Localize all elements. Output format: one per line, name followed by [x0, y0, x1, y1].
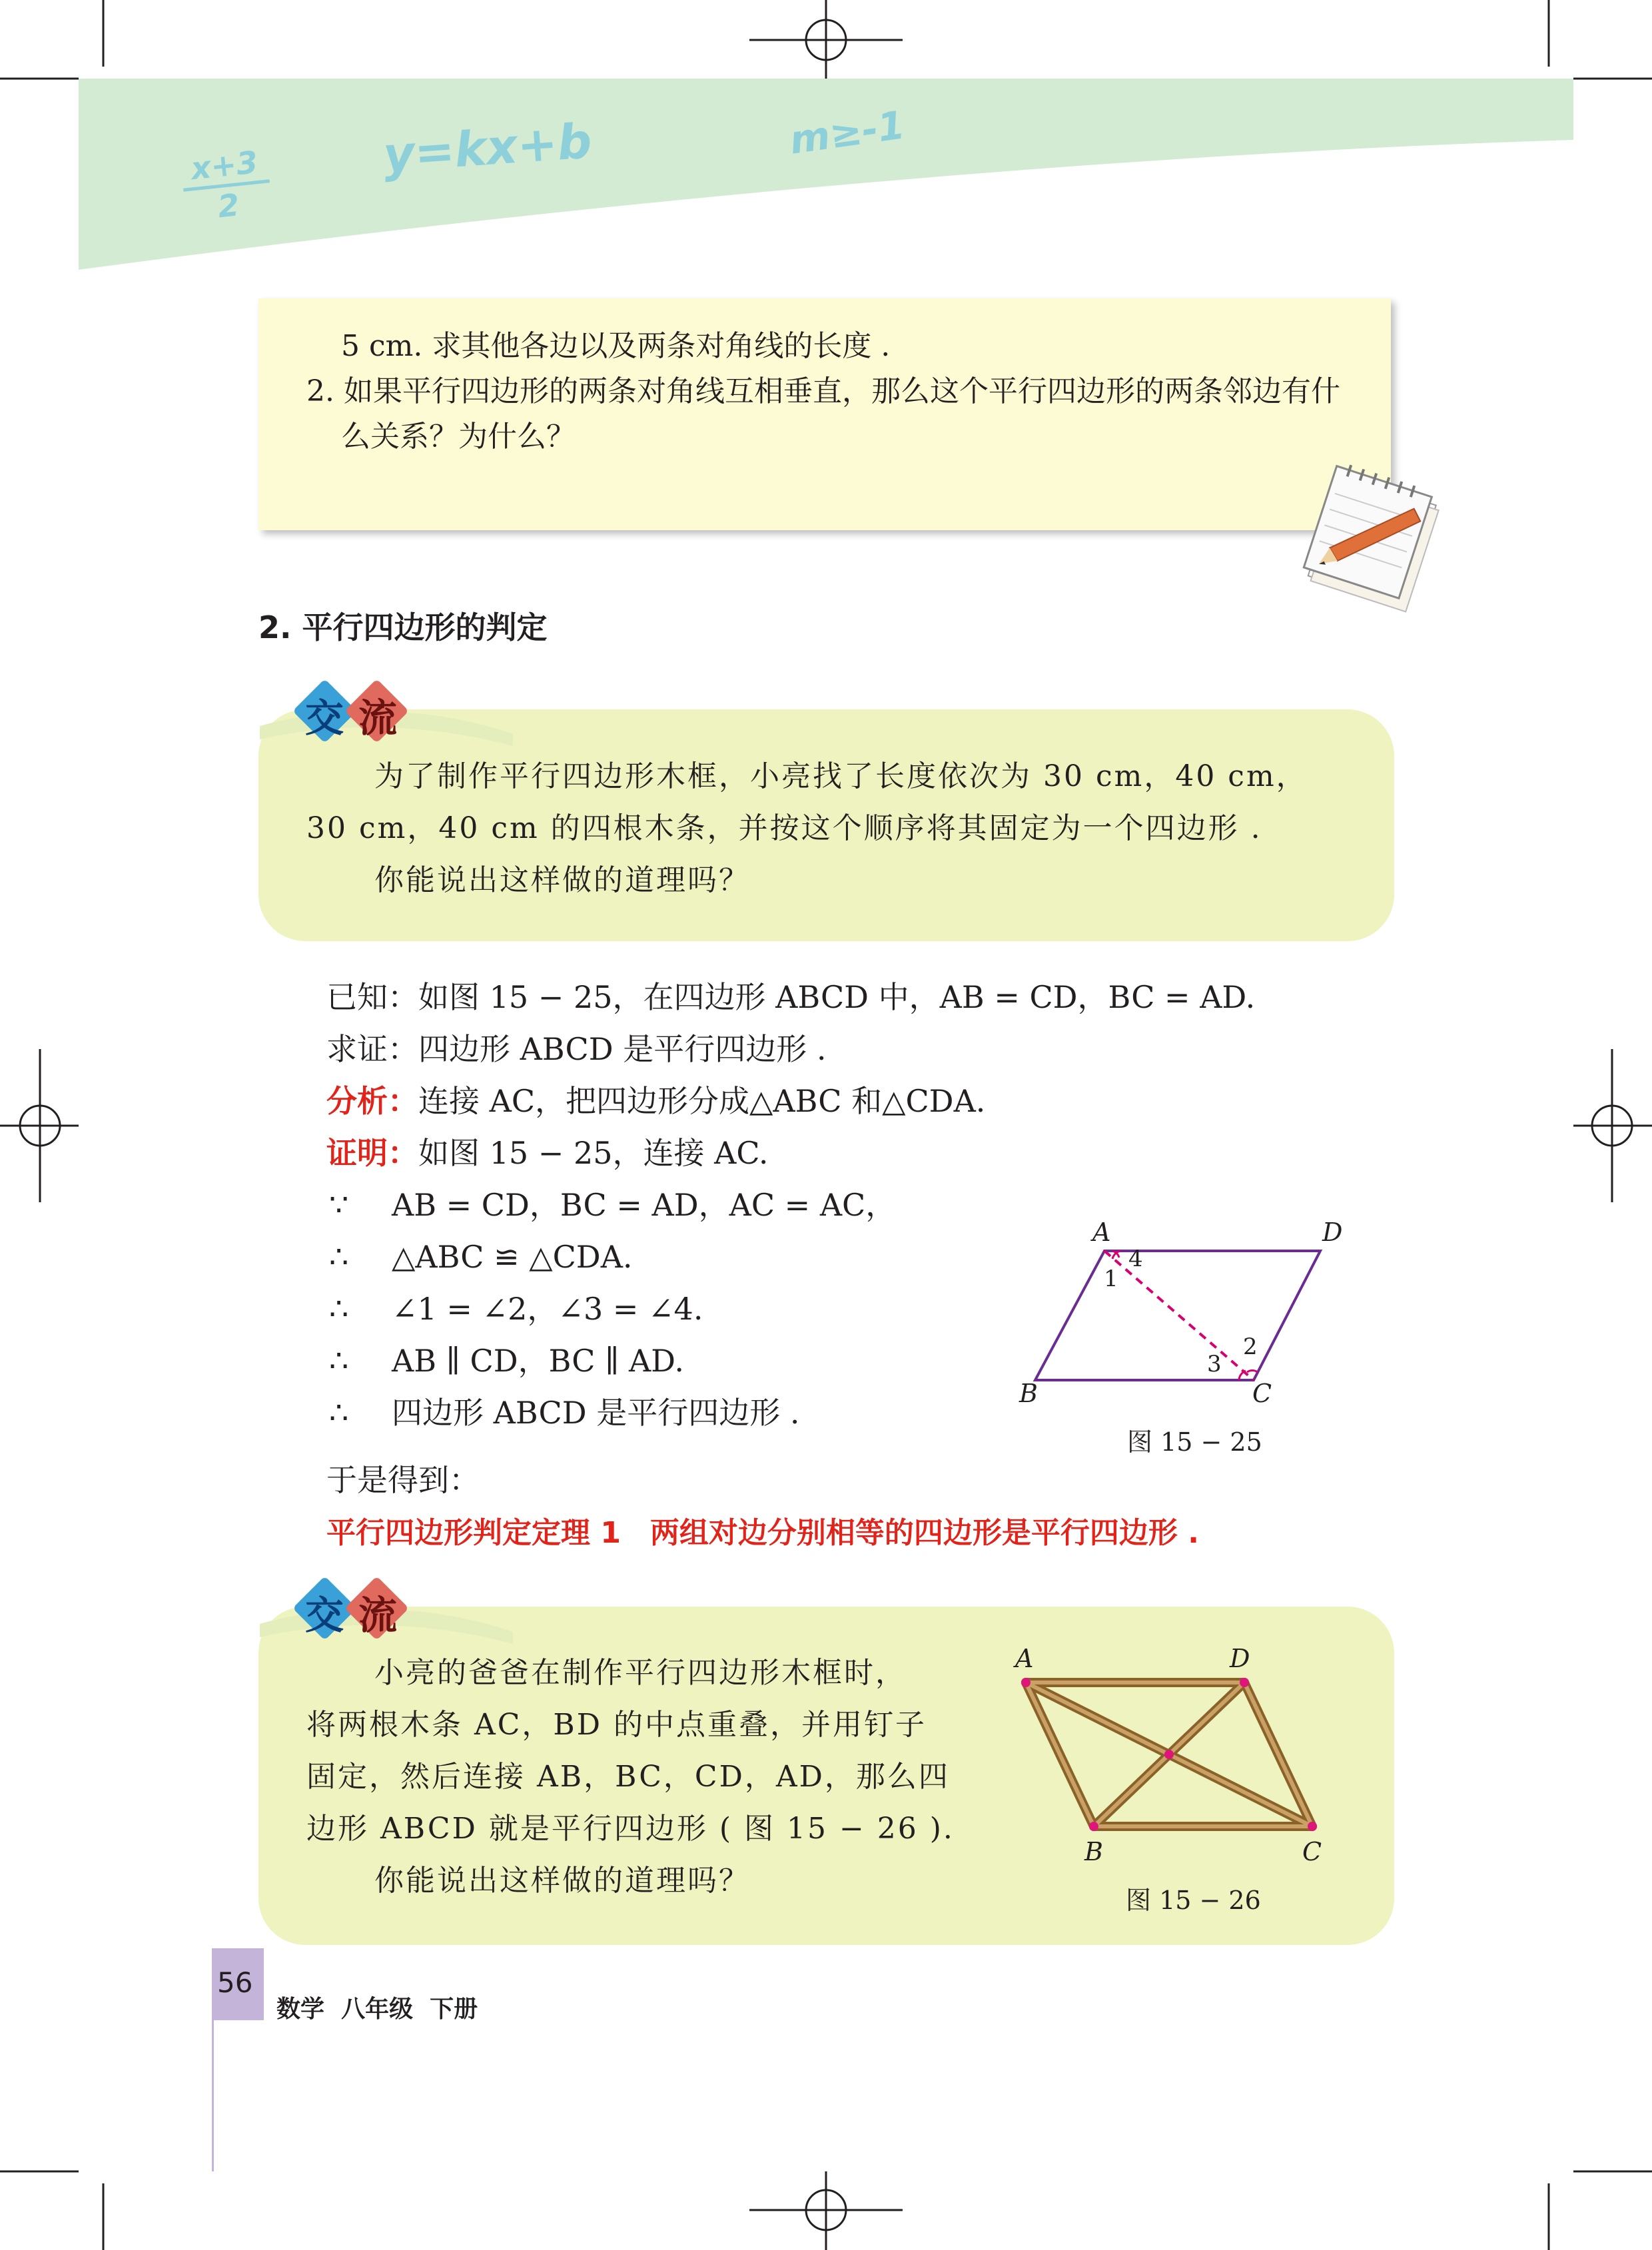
- exchange-2-line-1: 小亮的爸爸在制作平行四边形木框时，: [374, 1656, 907, 1690]
- fig25-angle-2: 2: [1243, 1333, 1258, 1360]
- proof-step-2-symbol: ∴: [329, 1239, 349, 1275]
- proof-start: [326, 1133, 769, 1173]
- exchange-2-line-2: 将两根木条 AC，BD 的中点重叠，并用钉子: [306, 1708, 927, 1742]
- header-formula-linear: y=kx+b: [381, 113, 594, 183]
- exchange-2-line-5: 你能说出这样做的道理吗？: [374, 1864, 750, 1898]
- proof-step-4-symbol: ∴: [329, 1343, 349, 1379]
- fig25-angle-4: 4: [1128, 1246, 1143, 1272]
- proof-given: 已知：如图 15 − 25，在四边形 ABCD 中，AB = CD，BC = AD.: [326, 979, 1256, 1015]
- exercise-line-3: 么关系？为什么？: [341, 420, 576, 454]
- fig26-caption: 图 15 − 26: [1126, 1886, 1261, 1915]
- analysis-label: 分析：: [326, 1083, 418, 1119]
- exchange-badge-1-char-2: 流: [358, 695, 398, 741]
- figure-15-26: [1006, 1652, 1352, 1852]
- exercise-line-2: 2. 如果平行四边形的两条对角线互相垂直，那么这个平行四边形的两条邻边有什: [306, 374, 1340, 408]
- analysis-text: 连接 AC，把四边形分成△ABC 和△CDA.: [418, 1083, 986, 1119]
- section-title: 2. 平行四边形的判定: [258, 609, 548, 645]
- fig25-angle-3: 3: [1207, 1351, 1222, 1377]
- proof-step-4: AB ∥ CD，BC ∥ AD.: [392, 1343, 685, 1379]
- page-number: 56: [217, 1966, 253, 1999]
- proof-text: 如图 15 − 25，连接 AC.: [418, 1135, 769, 1171]
- exchange-1-line-2: 30 cm，40 cm 的四根木条，并按这个顺序将其固定为一个四边形 .: [306, 811, 1262, 845]
- fig25-label-c: C: [1252, 1379, 1272, 1408]
- exercise-line-1: 5 cm. 求其他各边以及两条对角线的长度 .: [341, 329, 891, 363]
- proof-to-prove: 求证：四边形 ABCD 是平行四边形 .: [326, 1031, 827, 1067]
- conclusion-intro: 于是得到：: [326, 1462, 480, 1498]
- fig26-label-d: D: [1230, 1644, 1250, 1673]
- fig26-label-c: C: [1302, 1837, 1322, 1866]
- proof-step-1: AB = CD，BC = AD，AC = AC，: [392, 1187, 897, 1223]
- proof-analysis: [326, 1081, 985, 1121]
- proof-label: 证明：: [326, 1135, 418, 1171]
- fig26-label-a: A: [1015, 1644, 1034, 1673]
- header-formula-inequality: m≥-1: [787, 102, 908, 163]
- fig25-angle-1: 1: [1104, 1266, 1118, 1292]
- fig25-label-b: B: [1019, 1379, 1038, 1408]
- proof-step-3: ∠1 = ∠2，∠3 = ∠4.: [392, 1291, 703, 1327]
- proof-step-1-symbol: ∵: [329, 1187, 349, 1223]
- exchange-1-line-3: 你能说出这样做的道理吗？: [374, 863, 750, 897]
- exchange-badge-1: [293, 676, 426, 749]
- proof-step-2: △ABC ≌ △CDA.: [392, 1239, 633, 1275]
- exchange-badge-2-char-2: 流: [358, 1593, 398, 1638]
- proof-step-3-symbol: ∴: [329, 1291, 349, 1327]
- book-title: 数学 八年级 下册: [276, 1996, 478, 2023]
- header-formula-fraction: x+3 2: [179, 144, 273, 228]
- fig25-caption: 图 15 − 25: [1127, 1427, 1262, 1457]
- theorem-statement: 平行四边形判定定理 1 两组对边分别相等的四边形是平行四边形 .: [326, 1516, 1199, 1550]
- fig25-label-a: A: [1092, 1218, 1111, 1247]
- exchange-1-line-1: 为了制作平行四边形木框，小亮找了长度依次为 30 cm，40 cm，: [374, 759, 1308, 793]
- proof-step-5-symbol: ∴: [329, 1395, 349, 1431]
- notepad-pencil-icon: [1289, 460, 1449, 619]
- fig25-label-d: D: [1322, 1218, 1343, 1247]
- figure-15-25: [1013, 1212, 1359, 1405]
- fig26-label-b: B: [1084, 1837, 1103, 1866]
- exchange-2-line-4: 边形 ABCD 就是平行四边形 ( 图 15 − 26 ).: [306, 1812, 955, 1846]
- exchange-badge-1-char-1: 交: [305, 695, 344, 741]
- exchange-badge-2: [293, 1573, 426, 1647]
- footer-rule-vertical: [212, 2020, 214, 2171]
- exchange-badge-2-char-1: 交: [305, 1593, 344, 1638]
- exchange-2-line-3: 固定，然后连接 AB，BC，CD，AD，那么四: [306, 1760, 950, 1794]
- proof-step-5: 四边形 ABCD 是平行四边形 .: [392, 1395, 800, 1431]
